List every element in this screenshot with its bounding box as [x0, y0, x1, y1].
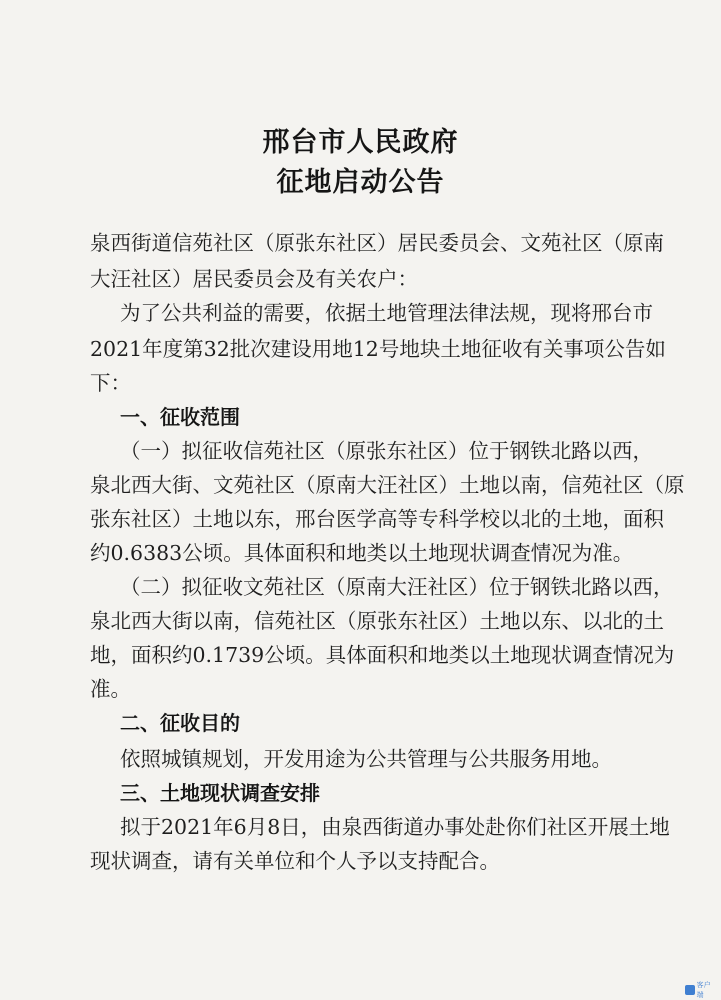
section-1-heading: 一、征收范围	[120, 405, 240, 429]
watermark-text: 客户端	[696, 981, 711, 999]
item-2-line-2: 泉北西大街以南，信苑社区（原张东社区）土地以东、以北的土	[90, 609, 664, 633]
document-title-line1: 邢台市人民政府	[262, 127, 459, 158]
item-1-line-4: 约0.6383公顷。具体面积和地类以土地现状调查情况为准。	[90, 541, 634, 565]
intro-line-3: 下：	[90, 371, 131, 395]
addressee-line-2: 大汪社区）居民委员会及有关农户：	[90, 267, 418, 291]
survey-line-2: 现状调查，请有关单位和个人予以支持配合。	[90, 849, 500, 873]
document-title-line2: 征地启动公告	[276, 167, 445, 198]
intro-line-1: 为了公共利益的需要，依据土地管理法律法规，现将邢台市	[120, 301, 653, 325]
survey-line-1: 拟于2021年6月8日，由泉西街道办事处赴你们社区开展土地	[120, 815, 670, 839]
purpose-line-1: 依照城镇规划，开发用途为公共管理与公共服务用地。	[120, 747, 612, 771]
item-2-line-3: 地，面积约0.1739公顷。具体面积和地类以土地现状调查情况为	[90, 643, 675, 667]
intro-line-2: 2021年度第32批次建设用地12号地块土地征收有关事项公告如	[90, 337, 666, 361]
section-2-heading: 二、征收目的	[120, 711, 240, 735]
app-watermark	[685, 981, 717, 999]
item-1-line-3: 张东社区）土地以东，邢台医学高等专科学校以北的土地，面积	[90, 507, 664, 531]
item-1-line-2: 泉北西大街、文苑社区（原南大汪社区）土地以南，信苑社区（原	[90, 473, 685, 497]
addressee-line-1: 泉西街道信苑社区（原张东社区）居民委员会、文苑社区（原南	[90, 231, 664, 255]
item-1-line-1: （一）拟征收信苑社区（原张东社区）位于钢铁北路以西，	[120, 439, 653, 463]
item-2-line-4: 准。	[90, 677, 131, 701]
section-3-heading: 三、土地现状调查安排	[120, 781, 320, 805]
app-logo-icon	[685, 985, 695, 995]
item-2-line-1: （二）拟征收文苑社区（原南大汪社区）位于钢铁北路以西，	[120, 575, 674, 599]
